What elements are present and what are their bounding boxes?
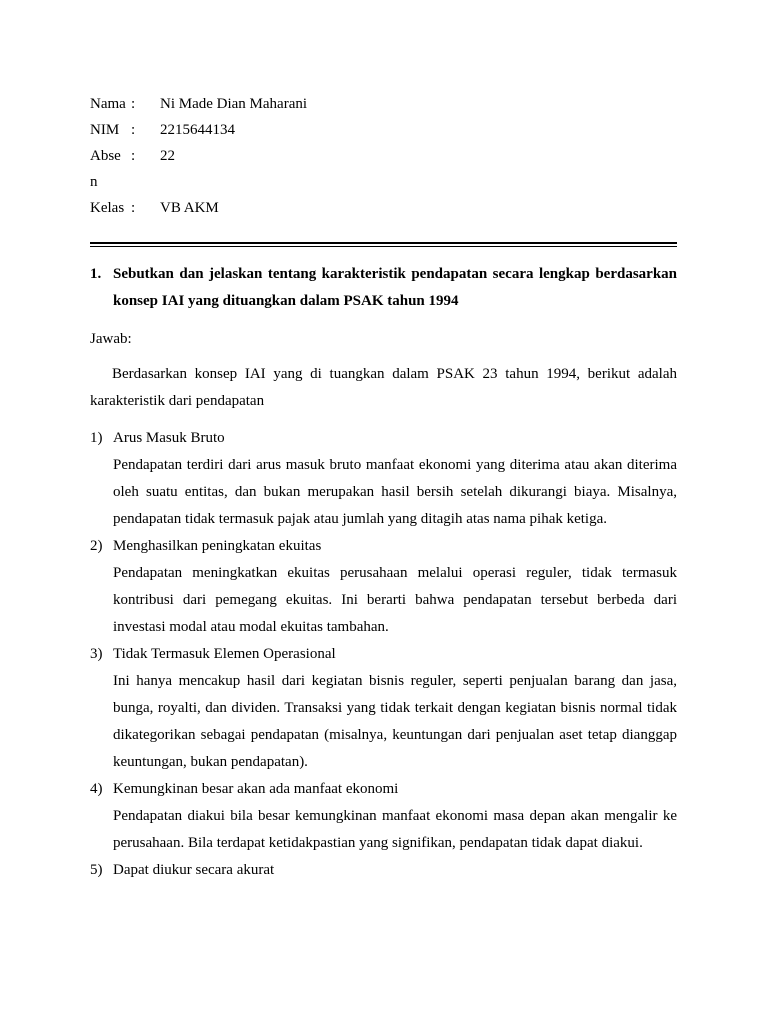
question-number: 1. (90, 266, 102, 282)
identity-row-name (90, 91, 307, 117)
identity-colon: : (131, 96, 136, 112)
identity-row-absen-wrap (90, 169, 307, 195)
identity-row-absen (90, 143, 307, 169)
identity-value: Ni Made Dian Maharani (160, 96, 308, 112)
identity-colon: : (131, 200, 136, 216)
student-identity (90, 91, 307, 221)
list-item-heading (90, 776, 677, 803)
list-item-heading (90, 533, 677, 560)
list-item-heading (90, 425, 677, 452)
list-item-heading (90, 857, 677, 884)
list-item (90, 857, 677, 884)
list-item (90, 425, 677, 533)
identity-label: Abse (90, 148, 121, 164)
question-text: Sebutkan dan jelaskan tentang karakteristik pendapatan secara lengkap berdasarkan konsep IAI yang dituangkan dalam PSAK tahun 1994 (113, 266, 677, 309)
answer-intro-paragraph: Berdasarkan konsep IAI yang di tuangkan dalam PSAK 23 tahun 1994, berikut adalah karakteristik dari pendapatan (90, 366, 677, 409)
list-item-description: Pendapatan terdiri dari arus masuk bruto manfaat ekonomi yang diterima atau akan diterima oleh suatu entitas, dan bukan merupakan hasil bersih setelah dikurangi biaya. Misalnya, pendapatan tidak termasuk pajak atau jumlah yang ditagih atas nama pihak ketiga. (113, 457, 677, 527)
characteristics-list (90, 425, 677, 884)
identity-label: NIM (90, 122, 120, 138)
identity-label: n (90, 174, 98, 190)
list-item-title: Kemungkinan besar akan ada manfaat ekonomi (113, 781, 399, 797)
identity-colon: : (131, 148, 136, 164)
list-item (90, 641, 677, 776)
list-item-number: 1) (90, 430, 103, 446)
list-item-title: Tidak Termasuk Elemen Operasional (113, 646, 336, 662)
list-item (90, 776, 677, 857)
list-item-description: Pendapatan diakui bila besar kemungkinan manfaat ekonomi masa depan akan mengalir ke perusahaan. Bila terdapat ketidakpastian yang signifikan, pendapatan tidak dapat diakui. (113, 808, 677, 851)
list-item-number: 3) (90, 646, 103, 662)
list-item-number: 5) (90, 862, 103, 878)
double-divider (90, 242, 677, 247)
list-item-title: Arus Masuk Bruto (113, 430, 225, 446)
identity-row-nim (90, 117, 307, 143)
identity-colon (131, 169, 160, 195)
divider-line (90, 242, 677, 244)
list-item-description: Pendapatan meningkatkan ekuitas perusahaan melalui operasi reguler, tidak termasuk kontribusi dari pemegang ekuitas. Ini berarti bahwa pendapatan tersebut berbeda dari investasi modal atau modal ekuitas tambahan. (113, 565, 677, 635)
list-item (90, 533, 677, 641)
identity-value: 22 (160, 148, 175, 164)
list-item-description: Ini hanya mencakup hasil dari kegiatan bisnis reguler, seperti penjualan barang dan jasa, bunga, royalti, dan dividen. Transaksi yang tidak terkait dengan kegiatan bisnis normal tidak dikategorikan sebagai pendapatan (misalnya, keuntungan dari penjualan aset tetap dianggap keuntungan, bukan pendapatan). (113, 673, 677, 770)
identity-row-class (90, 195, 307, 221)
list-item-number: 2) (90, 538, 103, 554)
divider-line (90, 246, 677, 248)
question-block (90, 261, 677, 315)
list-item-number: 4) (90, 781, 103, 797)
list-item-title: Menghasilkan peningkatan ekuitas (113, 538, 322, 554)
answer-label: Jawab: (90, 331, 132, 347)
list-item-heading (90, 641, 677, 668)
identity-value: 2215644134 (160, 122, 235, 138)
identity-label: Kelas (90, 200, 125, 216)
identity-label: Nama (90, 96, 126, 112)
identity-value: VB AKM (160, 200, 219, 216)
identity-colon: : (131, 122, 136, 138)
list-item-title: Dapat diukur secara akurat (113, 862, 275, 878)
